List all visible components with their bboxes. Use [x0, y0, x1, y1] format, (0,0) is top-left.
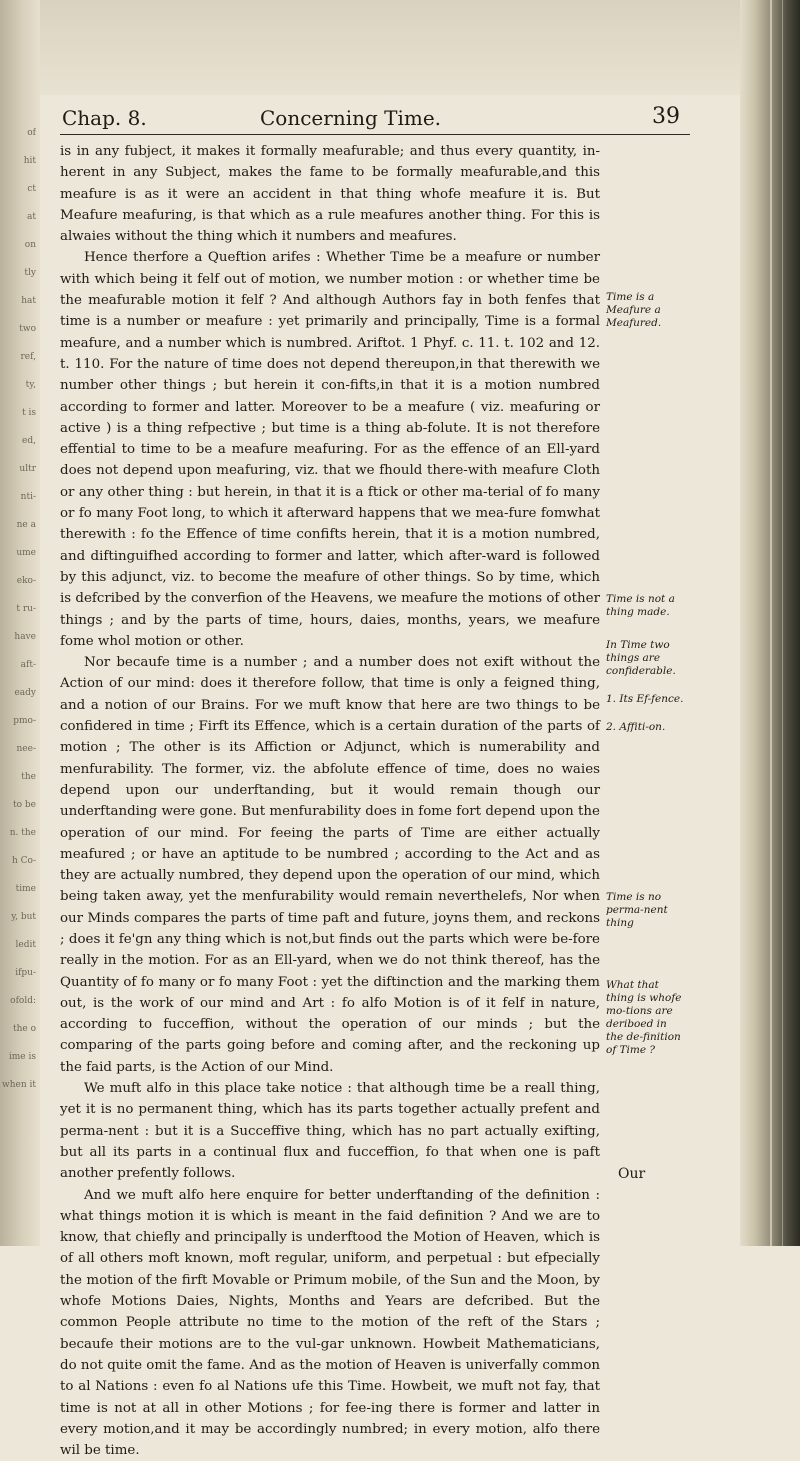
- bleed-fragment: when it: [2, 1080, 36, 1090]
- book-page: [60, 100, 690, 1461]
- bleed-fragment: ofold:: [10, 996, 36, 1006]
- bleed-fragment: n. the: [9, 828, 36, 838]
- bleed-fragment: tly: [24, 268, 36, 278]
- bleed-fragment: ne a: [16, 520, 36, 530]
- facing-page-edge: [0, 0, 40, 1246]
- bleed-fragment: aft-: [20, 660, 36, 670]
- bleed-fragment: at: [27, 212, 36, 222]
- paragraph-1: is in any fubject, it makes it formally meafurable; and thus every quantity, in-herent in any Subject, makes the fame to be formally meafurable,and this meafure is as it were an accident in that thing whofe meafure it is. But Meafure meafuring, is that which as a rule meafures another thing. For this is alwaies without the thing which it numbers and meafures.: [60, 144, 600, 245]
- bleed-fragment: eko-: [16, 576, 36, 586]
- bleed-fragment: ime is: [8, 1052, 36, 1062]
- bleed-fragment: ume: [16, 548, 36, 558]
- bleed-fragment: nti-: [20, 492, 36, 502]
- bleed-fragment: the: [21, 772, 36, 782]
- margin-note-time-measure: Time is a Meafure a Meafured.: [606, 291, 662, 329]
- bleed-fragment: ledit: [15, 940, 36, 950]
- bleed-fragment: t is: [22, 408, 36, 418]
- bleed-fragment: ifpu-: [15, 968, 36, 978]
- paragraph-4: We muft alfo in this place take notice : that although time be a reall thing, yet it is no permanent thing, which has its parts together actually prefent and perma-nent : but it is a Succeffive thing, which has no part actually exifting, but all its parts in a continual flux and fucceffion, fo that when one is paft another prefently follows.: [60, 1081, 600, 1182]
- bleed-fragment: on: [24, 240, 36, 250]
- margin-note-two-things: In Time two things are confiderable.: [606, 639, 676, 677]
- margin-note-definition: What that thing is whofe mo-tions are deriboed in the de-finition of Time ?: [606, 979, 682, 1056]
- margin-note-affiction: 2. Affiti-on.: [606, 721, 666, 733]
- bleed-fragment: hit: [23, 156, 36, 166]
- bleed-fragment: two: [19, 324, 36, 334]
- bleed-fragment: time: [15, 884, 36, 894]
- catchword: Our: [618, 1166, 646, 1182]
- main-text: [60, 141, 600, 1461]
- bleed-fragment: eady: [14, 688, 36, 698]
- bleed-fragment: ct: [27, 184, 36, 194]
- paragraph-3: Nor becaufe time is a number ; and a number does not exift without the Action of our mind: does it therefore follow, that time is only a feigned thing, and a notion of our Brains. For we muft know that here are two things to be confidered in time ; Firft its Effence, which is a certain duration of the parts of motion ; The other is its Affiction or Adjunct, which is numerability and menfurability. The former, viz. the abfolute effence of time, does no waies depend upon our underftanding, but it would remain though our underftanding were gone. But menfurability does in fome fort depend upon the operation of our mind. For feeing the parts of Time are either actually meafured ; or have an aptitude to be numbred ; according to the Act and as they are actually numbred, they depend upon the operation of our mind, which being taken away, yet the menfurability would remain neverthelefs, Nor when our Minds compares the parts of time paft and future, joyns them, and reckons ; does it fe'gn any thing which is not,but finds out the parts which were be-fore really in the motion. For as an Ell-yard, when we do not think thereof, has the Quantity of fo many or fo many Foot : yet the diftinction and the marking them out, is the work of our mind and Art : fo alfo Motion is of it felf in nature, according to fucceffion, without the operation of our minds ; but the comparing of the parts going before and coming after, and the reckoning up the faid parts, is the Action of our Mind.: [60, 655, 600, 1075]
- bleed-fragment: have: [14, 632, 36, 642]
- bleed-fragment: h Co-: [11, 856, 36, 866]
- bleed-fragment: to be: [13, 800, 36, 810]
- bleed-fragment: the o: [12, 1024, 36, 1034]
- page-body: [60, 141, 690, 1461]
- bleed-fragment: nee-: [16, 744, 36, 754]
- bleed-fragment: ed,: [22, 436, 36, 446]
- margin-note-permanent: Time is no perma-nent thing: [606, 891, 668, 929]
- book-gutter-edge: [740, 0, 800, 1246]
- bleed-fragment: hat: [21, 296, 36, 306]
- paragraph-2: Hence therfore a Queftion arifes : Whether Time be a meafure or number with which being it felf out of motion, we number motion : or whether time be the meafurable motion it felf ? And although Authors fay in both fenfes that time is a number or meafure : yet primarily and principally, Time is a formal meafure, and a number which is numbred. Ariftot. 1 Phyf. c. 11. t. 102 and 12. t. 110. For the nature of time does not depend thereupon,in that therewith we number other things ; but herein it con-fifts,in that it is a motion numbred according to former and latter. Moreover to be a meafure ( viz. meafuring or active ) is a thing refpective ; but time is a thing ab-folute. It is not therefore effential to time to be a meafure meafuring. For as the effence of an Ell-yard does not depend upon meafuring, viz. that we fhould there-with meafure Cloth or any other thing : but herein, in that it is a ftick or other ma-terial of fo many or fo many Foot long, to which it afterward happens that we mea-fure fomwhat therewith : fo the Effence of time confifts herein, that it is a motion numbred, and diftinguifhed according to former and latter, which after-ward is followed by this adjunct, viz. to become the meafure of other things. So by time, which is defcribed by the converfion of the Heavens, we meafure the motions of other things ; and by the parts of time, hours, daies, months, years, we meafure fome whol motion or other.: [60, 250, 600, 649]
- margin-note-essence: 1. Its Ef-fence.: [606, 693, 684, 705]
- margin-note-not-made: Time is not a thing made.: [606, 593, 675, 618]
- page-number: 39: [652, 104, 680, 129]
- margin-notes: [600, 141, 686, 1461]
- bleed-fragment: ty,: [25, 380, 36, 390]
- bleed-fragment: ultr: [19, 464, 36, 474]
- bleed-fragment: of: [27, 128, 36, 138]
- bleed-fragment: ref,: [20, 352, 36, 362]
- bleed-fragment: y, but: [11, 912, 36, 922]
- chapter-label: Chap. 8.: [62, 106, 147, 130]
- bleed-fragment: t ru-: [16, 604, 36, 614]
- page-top-shadow: [40, 0, 740, 95]
- paragraph-5: And we muft alfo here enquire for better underftanding of the definition : what things motion it is which is meant in the faid definition ? And we are to know, that chiefly and principally is underftood the Motion of Heaven, which is of all others moft known, moft regular, uniform, and perpetual : but efpecially the motion of the firft Movable or Primum mobile, of the Sun and the Moon, by whofe Motions Daies, Nights, Months and Years are defcribed. But the common People attribute no time to the motion of the reft of the Stars ; becaufe their motions are to the vul-gar unknown. Howbeit Mathematicians, do not quite omit the fame. And as the motion of Heaven is univerfally common to al Nations : even fo al Nations ufe this Time. Howbeit, we muft not fay, that time is not at all in other Motions ; for fee-ing there is former and latter in every motion,and it may be accordingly numbred; in every motion, alfo there wil be time.: [60, 1187, 601, 1459]
- bleed-fragment: pmo-: [13, 716, 36, 726]
- running-header: [60, 100, 690, 135]
- running-title: Concerning Time.: [260, 106, 442, 130]
